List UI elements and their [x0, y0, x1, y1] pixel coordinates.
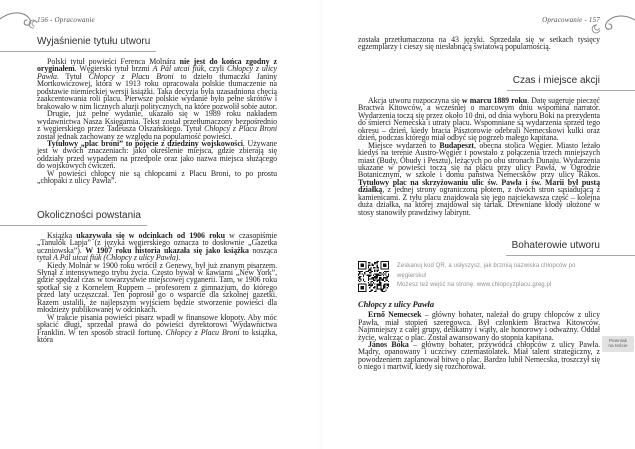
- section-body-time-place: [358, 97, 600, 216]
- qr-code-icon: [358, 261, 389, 292]
- paragraph: Kiedy Molnár w 1900 roku wrócił z Genewy, był już znanym pisarzem. Słynął z intensywnego trybu życia. Często bywał w kawiarni „New York”, gdzie spędzał czas w towarzystwie miejscowej cyganerii. Tam, w 1906 roku spotkał się z Kornelem Ruppem – profesorem z gimnazjum, do którego przed laty uczęszczał. Ten poprosił go o wsparcie dla szkolnej gazetki. Razem ustalili, że najlepszym wyjściem będzie stworzenie powieści dla młodzieży publikowanej w odcinkach.: [37, 260, 277, 315]
- continuation-paragraph: [358, 36, 600, 51]
- paragraph: Akcja utworu rozpoczyna się w marcu 1889 roku. Datę sugeruje pieczęć Bractwa Kitowców, a wcześniej o marcowym dniu wspomina narrator. Wydarzenia toczą się przez około 10 dni, od dnia wyboru Boki na prezydenta do śmierci Nemecska i utraty placu. Wspomniane są wydarzenia sprzed tego okresu – dzień, kiedy bracia Pásztorowie odebrali Nemecskowi kulki oraz dzień, podczas którego miał odbyć się pogrzeb małego kapitana.: [358, 95, 600, 143]
- paragraph: János Boka – główny bohater, przywódca chłopców z ulicy Pawła. Mądry, opanowany i uczciwy czternastolatek. Miał talent strategiczny, z powodzeniem zaplanował bitwę o plac. Bardzo lubił Nemecska, troszczył się o niego i martwił, kiedy się rozchorował.: [358, 339, 600, 372]
- section-heading-time-place: Czas i miejsce akcji: [507, 75, 635, 91]
- section-heading-title-explanation: Wyjaśnienie tytułu utworu: [0, 36, 156, 52]
- paragraph: Polski tytuł powieści Ferenca Molnára nie jest do końca zgodny z oryginałem. Węgierski tytuł brzmi A Pál utcai fiúk, czyli Chłopcy z ulicy Pawła. Tytuł Chłopcy z Placu Broni to dzieło tłumaczki Janiny Mortkowiczowej, która w 1913 roku opracowała polskie tłumaczenie na podstawie niemieckiej wersji książki. Taka decyzja była uzasadniona chęcią zaakcentowania roli placu. Pierwsze polskie wydanie było pełne skrótów i brakowało w nim licznych aluzji politycznych, na które pozwolił sobie autor.: [37, 57, 277, 111]
- paragraph: W trakcie pisania powieści pisarz wpadł w finansowe kłopoty. Aby móc spłacić długi, sprzedał prawa do powieści dyrektorowi Wydawnictwa Franklin. W ten sposób stracił fortunę. Chłopcy z Placu Broni to książka, która: [37, 312, 277, 345]
- paragraph: W powieści chłopcy nie są chłopcami z Placu Broni, to po prostu „chłopaki z ulicy Pawła”.: [37, 168, 277, 186]
- page-seam: [317, 0, 323, 449]
- margin-tab-line1: Pewniak: [608, 338, 628, 344]
- page-header-right: Opracowanie - 157: [542, 16, 600, 24]
- qr-row: [358, 260, 600, 293]
- section-heading-origins: Okoliczności powstania: [0, 210, 147, 226]
- qr-caption: [397, 262, 600, 291]
- margin-tab-line2: na teście: [608, 344, 628, 350]
- paragraph: została przetłumaczona na 43 języki. Sprzedała się w setkach tysięcy egzemplarzy i cieszy się niesłabnącą światową popularnością.: [358, 35, 600, 52]
- paragraph: Książka ukazywała się w odcinkach od 1906 roku w czasopiśmie „Tanulók Lapja” (z języka węgierskiego oznacza to dosłownie „Gazetka uczniowska”). W 1907 roku historia ukazała się jako książka nosząca tytuł A Pál utcai fiúk (Chłopcy z ulicy Pawła).: [37, 230, 278, 263]
- section-body-title-explanation: [37, 58, 277, 185]
- right-page: [358, 36, 600, 371]
- qr-caption-line1: Zeskanuj kod QR, a usłyszysz, jak brzmią nazwiska chłopców po węgiersku!: [397, 263, 576, 279]
- paragraph: Ernő Nemecsek – główny bohater, należał do grupy chłopców z ulicy Pawła, miał stopień szeregowca. Był członkiem Bractwa Kitowców. Najmniejszy z całej grupy, delikatny i wątły, ale honorowy i odważny. Oddał życie, walcząc o plac. Został awansowany do stopnia kapitana.: [358, 310, 600, 342]
- page-header-left: 156 - Opracowanie: [37, 16, 95, 24]
- section-body-origins: [37, 232, 277, 344]
- paragraph: Miejsce wydarzeń to Budapeszt, obecna stolica Węgier. Miasto leżało kiedyś na terenie Austro-Węgier i powstało z połączenia trzech mniejszych miast (Budy, Óbudy i Pesztu), leżących po obu stronach Dunaju. Wydarzenia ukazane w powieści toczą się na placu przy ulicy Pawła, w Ogrodzie Botanicznym, w szkole i domu państwa Nemecsków przy ulicy Rákos. Tytułowy plac na skrzyżowaniu ulic św. Pawła i św. Marii był pustą działką, z jednej strony ograniczoną płotem, z dwóch stron sąsiadującą z kamienicami. Z tyłu placu znajdowała się jego najciekawsza część – kolejna duża działka, na której znajdował się tartak. Drewniane kłody ułożone w stosy stanowiły prawdziwy labirynt.: [358, 140, 600, 217]
- paragraph: Tytułowy „plac broni” to pojęcie z dziedziny wojskowości. Używane jest w dwóch znaczeniach: jako określenie miejsca, gdzie zbierają się oddziały przed wypadem na przedpole oraz jako nazwa miejsca służącego do wojskowych ćwiczeń.: [37, 138, 277, 171]
- character-group-subheading: Chłopcy z ulicy Pawła: [358, 300, 435, 310]
- qr-caption-line2: Możesz też wejść na stronę: www.chlopcyzplacu.greg.pl: [397, 282, 552, 289]
- left-page: [37, 36, 277, 344]
- section-heading-characters: Bohaterowie utworu: [506, 240, 635, 256]
- margin-tab-pewniak: [602, 336, 634, 352]
- paragraph: Drugie, już pełne wydanie, ukazało się w 1989 roku nakładem wydawnictwa Nasza Księgarnia. Tekst został przetłumaczony bezpośrednio z węgierskiego przez Tadeusza Olszańskiego. Tytuł Chłopcy z Placu Broni został jednak zachowany ze względu na popularność powieści.: [37, 109, 277, 141]
- section-body-characters: [358, 311, 600, 371]
